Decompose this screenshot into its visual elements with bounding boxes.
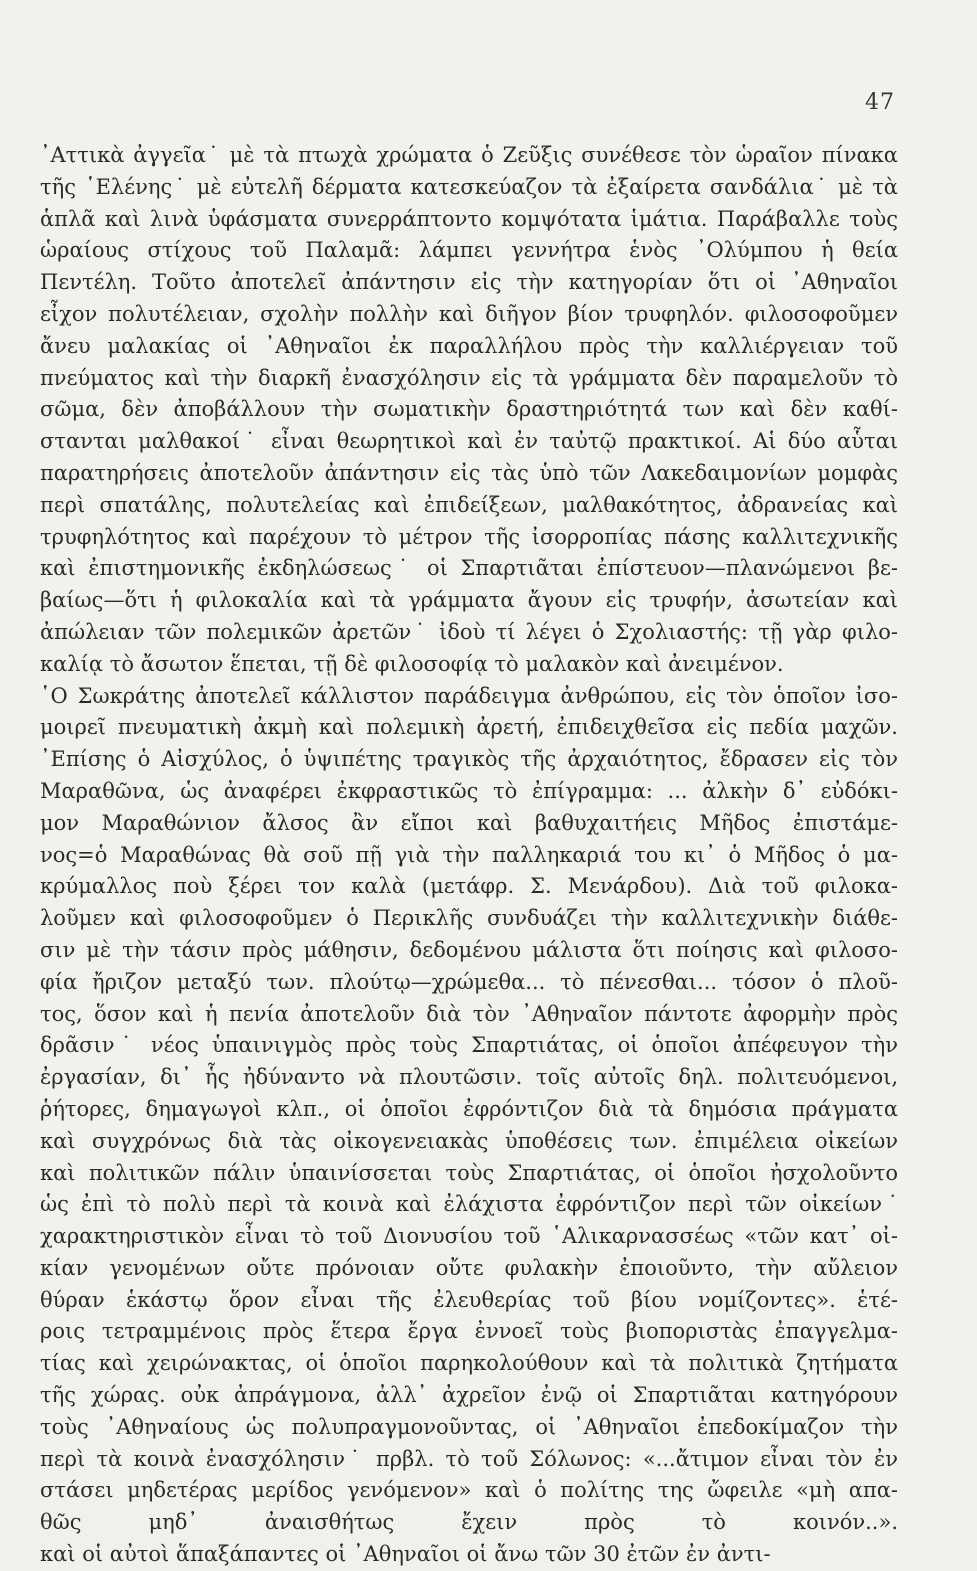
page-number: 47 (865, 90, 895, 115)
text-line: τρυφηλότητος καὶ παρέχουν τὸ μέτρον τῆς ἰσορροπίας πάσης καλλιτεχνικῆς (40, 524, 898, 549)
text-line: φία ἤριζον μεταξύ των. πλούτῳ—χρώμεθα... τὸ πένεσθαι... τόσον ὁ πλοῦ- (40, 969, 898, 994)
text-line: καὶ συγχρόνως διὰ τὰς οἰκογενειακὰς ὑποθέσεις των. ἐπιμέλεια οἰκείων (40, 1128, 898, 1153)
text-line: βαίως—ὅτι ἡ φιλοκαλία καὶ τὰ γράμματα ἄγουν εἰς τρυφήν, ἀσωτείαν καὶ (40, 588, 898, 613)
text-line: Πεντέλη. Τοῦτο ἀποτελεῖ ἀπάντησιν εἰς τὴν κατηγορίαν ὅτι οἱ ᾿Αθηναῖοι (40, 270, 898, 295)
text-line: πνεύματος καὶ τὴν διαρκῆ ἐνασχόλησιν εἰς τὰ γράμματα δὲν παραμελοῦν τὸ (40, 365, 898, 390)
text-line: μοιρεῖ πνευματικὴ ἀκμὴ καὶ πολεμικὴ ἀρετή, ἐπιδειχθεῖσα εἰς πεδία μαχῶν. (40, 715, 898, 740)
text-line: λοῦμεν καὶ φιλοσοφοῦμεν ὁ Περικλῆς συνδυάζει τὴν καλλιτεχνικὴν διάθε- (40, 906, 898, 931)
text-line: καλίᾳ τὸ ἄσωτον ἕπεται, τῇ δὲ φιλοσοφίᾳ τὸ μαλακὸν καὶ ἀνειμένον. (40, 651, 784, 676)
text-line: σιν μὲ τὴν τάσιν πρὸς μάθησιν, δεδομένου μάλιστα ὅτι ποίησις καὶ φιλοσο- (40, 937, 898, 962)
text-line: στανται μαλθακοί˙ εἶναι θεωρητικοὶ καὶ ἐν ταὐτῷ πρακτικοί. Αἱ δύο αὗται (40, 429, 898, 454)
text-line: τῆς ῾Ελένης˙ μὲ εὐτελῆ δέρματα κατεσκεύαζον τὰ ἐξαίρετα σανδάλια˙ μὲ τὰ (40, 174, 898, 199)
text-line: σῶμα, δὲν ἀποβάλλουν τὴν σωματικὴν δραστηριότητά των καὶ δὲν καθί- (40, 397, 898, 422)
text-line: τος, ὅσον καὶ ἡ πενία ἀποτελοῦν διὰ τὸν ᾿Αθηναῖον πάντοτε ἀφορμὴν πρὸς (40, 1001, 898, 1026)
text-line: καὶ ἐπιστημονικῆς ἐκδηλώσεως˙ οἱ Σπαρτιᾶται ἐπίστευον—πλανώμενοι βε- (40, 556, 898, 581)
text-line: στάσει μηδετέρας μερίδος γενόμενον» καὶ ὁ πολίτης της ὤφειλε «μὴ απα- (40, 1478, 898, 1503)
text-line: ὡραίους στίχους τοῦ Παλαμᾶ: λάμπει γεννήτρα ἑνὸς ᾿Ολύμπου ἡ θεία (40, 238, 898, 263)
text-line: τίας καὶ χειρώνακτας, οἱ ὁποῖοι παρηκολούθουν καὶ τὰ πολιτικὰ ζητήματα (40, 1351, 898, 1376)
text-line: ῥήτορες, δημαγωγοὶ κλπ., οἱ ὁποῖοι ἐφρόντιζον διὰ τὰ δημόσια πράγματα (40, 1096, 898, 1121)
text-line: χαρακτηριστικὸν εἶναι τὸ τοῦ Διονυσίου τοῦ ῾Αλικαρνασσέως «τῶν κατ᾿ οἰ- (40, 1224, 898, 1249)
text-line: κίαν γενομένων οὔτε πρόνοιαν οὔτε φυλακὴν ἐποιοῦντο, τὴν αὔλειον (40, 1255, 898, 1280)
body-text (40, 140, 898, 1571)
text-line: παρατηρήσεις ἀποτελοῦν ἀπάντησιν εἰς τὰς ὑπὸ τῶν Λακεδαιμονίων μομφὰς (40, 460, 898, 485)
text-line: θύραν ἑκάστῳ ὅρον εἶναι τῆς ἐλευθερίας τοῦ βίου νομίζοντες». ἑτέ- (40, 1287, 898, 1312)
text-line: θῶς μηδ᾿ ἀναισθήτως ἔχειν πρὸς τὸ κοινόν..». (40, 1510, 898, 1535)
text-line: δρᾶσιν˙ νέος ὑπαινιγμὸς πρὸς τοὺς Σπαρτιάτας, οἱ ὁποῖοι ἀπέφευγον τὴν (40, 1033, 898, 1058)
text-line: καὶ οἱ αὐτοὶ ἅπαξάπαντες οἱ ᾿Αθηναῖοι οἱ ἄνω τῶν 30 ἐτῶν ἐν ἀντι- (40, 1542, 771, 1567)
text-line: ἁπλᾶ καὶ λινὰ ὑφάσματα συνερράπτοντο κομψότατα ἱμάτια. Παράβαλλε τοὺς (40, 206, 898, 231)
text-line: περὶ σπατάλης, πολυτελείας καὶ ἐπιδείξεων, μαλθακότητος, ἀδρανείας καὶ (40, 492, 898, 517)
text-line: ἀπώλειαν τῶν πολεμικῶν ἀρετῶν˙ ἰδοὺ τί λέγει ὁ Σχολιαστής: τῇ γὰρ φιλο- (40, 619, 898, 644)
text-line: νος=ὁ Μαραθώνας θὰ σοῦ πῇ γιὰ τὴν παλληκαριά του κι᾿ ὁ Μῆδος ὁ μα- (40, 842, 898, 867)
text-line: ῾Ο Σωκράτης ἀποτελεῖ κάλλιστον παράδειγμα ἀνθρώπου, εἰς τὸν ὁποῖον ἰσο- (40, 683, 898, 708)
text-line: εἶχον πολυτέλειαν, σχολὴν πολλὴν καὶ διῆγον βίον τρυφηλόν. φιλοσοφοῦμεν (40, 301, 898, 326)
text-line: ροις τετραμμένοις πρὸς ἕτερα ἔργα ἐννοεῖ τοὺς βιοποριστὰς ἐπαγγελμα- (40, 1319, 898, 1344)
text-line: ἐργασίαν, δι᾿ ἧς ἠδύναντο νὰ πλουτῶσιν. τοῖς αὐτοῖς δηλ. πολιτευόμενοι, (40, 1065, 898, 1090)
text-line: τοὺς ᾿Αθηναίους ὡς πολυπραγμονοῦντας, οἱ ᾿Αθηναῖοι ἐπεδοκίμαζον τὴν (40, 1414, 898, 1439)
text-line: μον Μαραθώνιον ἄλσος ἂν εἴποι καὶ βαθυχαιτήεις Μῆδος ἐπιστάμε- (40, 810, 898, 835)
text-line: ὡς ἐπὶ τὸ πολὺ περὶ τὰ κοινὰ καὶ ἐλάχιστα ἐφρόντιζον περὶ τῶν οἰκείων˙ (40, 1192, 898, 1217)
text-line: ᾿Επίσης ὁ Αἰσχύλος, ὁ ὑψιπέτης τραγικὸς τῆς ἀρχαιότητος, ἔδρασεν εἰς τὸν (40, 747, 898, 772)
text-line: κρύμαλλος ποὺ ξέρει τον καλὰ (μετάφρ. Σ. Μενάρδου). Διὰ τοῦ φιλοκα- (40, 874, 898, 899)
text-line: περὶ τὰ κοινὰ ἐνασχόλησιν˙ πρβλ. τὸ τοῦ Σόλωνος: «...ἄτιμον εἶναι τὸν ἐν (40, 1446, 898, 1471)
text-line: ᾿Αττικὰ ἀγγεῖα˙ μὲ τὰ πτωχὰ χρώματα ὁ Ζεῦξις συνέθεσε τὸν ὡραῖον πίνακα (40, 143, 898, 167)
text-line: ἄνευ μαλακίας οἱ ᾿Αθηναῖοι ἐκ παραλλήλου πρὸς τὴν καλλιέργειαν τοῦ (40, 333, 898, 358)
text-line: Μαραθῶνα, ὡς ἀναφέρει ἐκφραστικῶς τὸ ἐπίγραμμα: ... ἀλκὴν δ᾿ εὐδόκι- (40, 778, 898, 803)
text-line: τῆς χώρας. οὐκ ἀπράγμονα, ἀλλ᾿ ἀχρεῖον ἐνῷ οἱ Σπαρτιᾶται κατηγόρουν (40, 1383, 898, 1408)
text-line: καὶ πολιτικῶν πάλιν ὑπαινίσσεται τοὺς Σπαρτιάτας, οἱ ὁποῖοι ἠσχολοῦντο (40, 1160, 898, 1185)
